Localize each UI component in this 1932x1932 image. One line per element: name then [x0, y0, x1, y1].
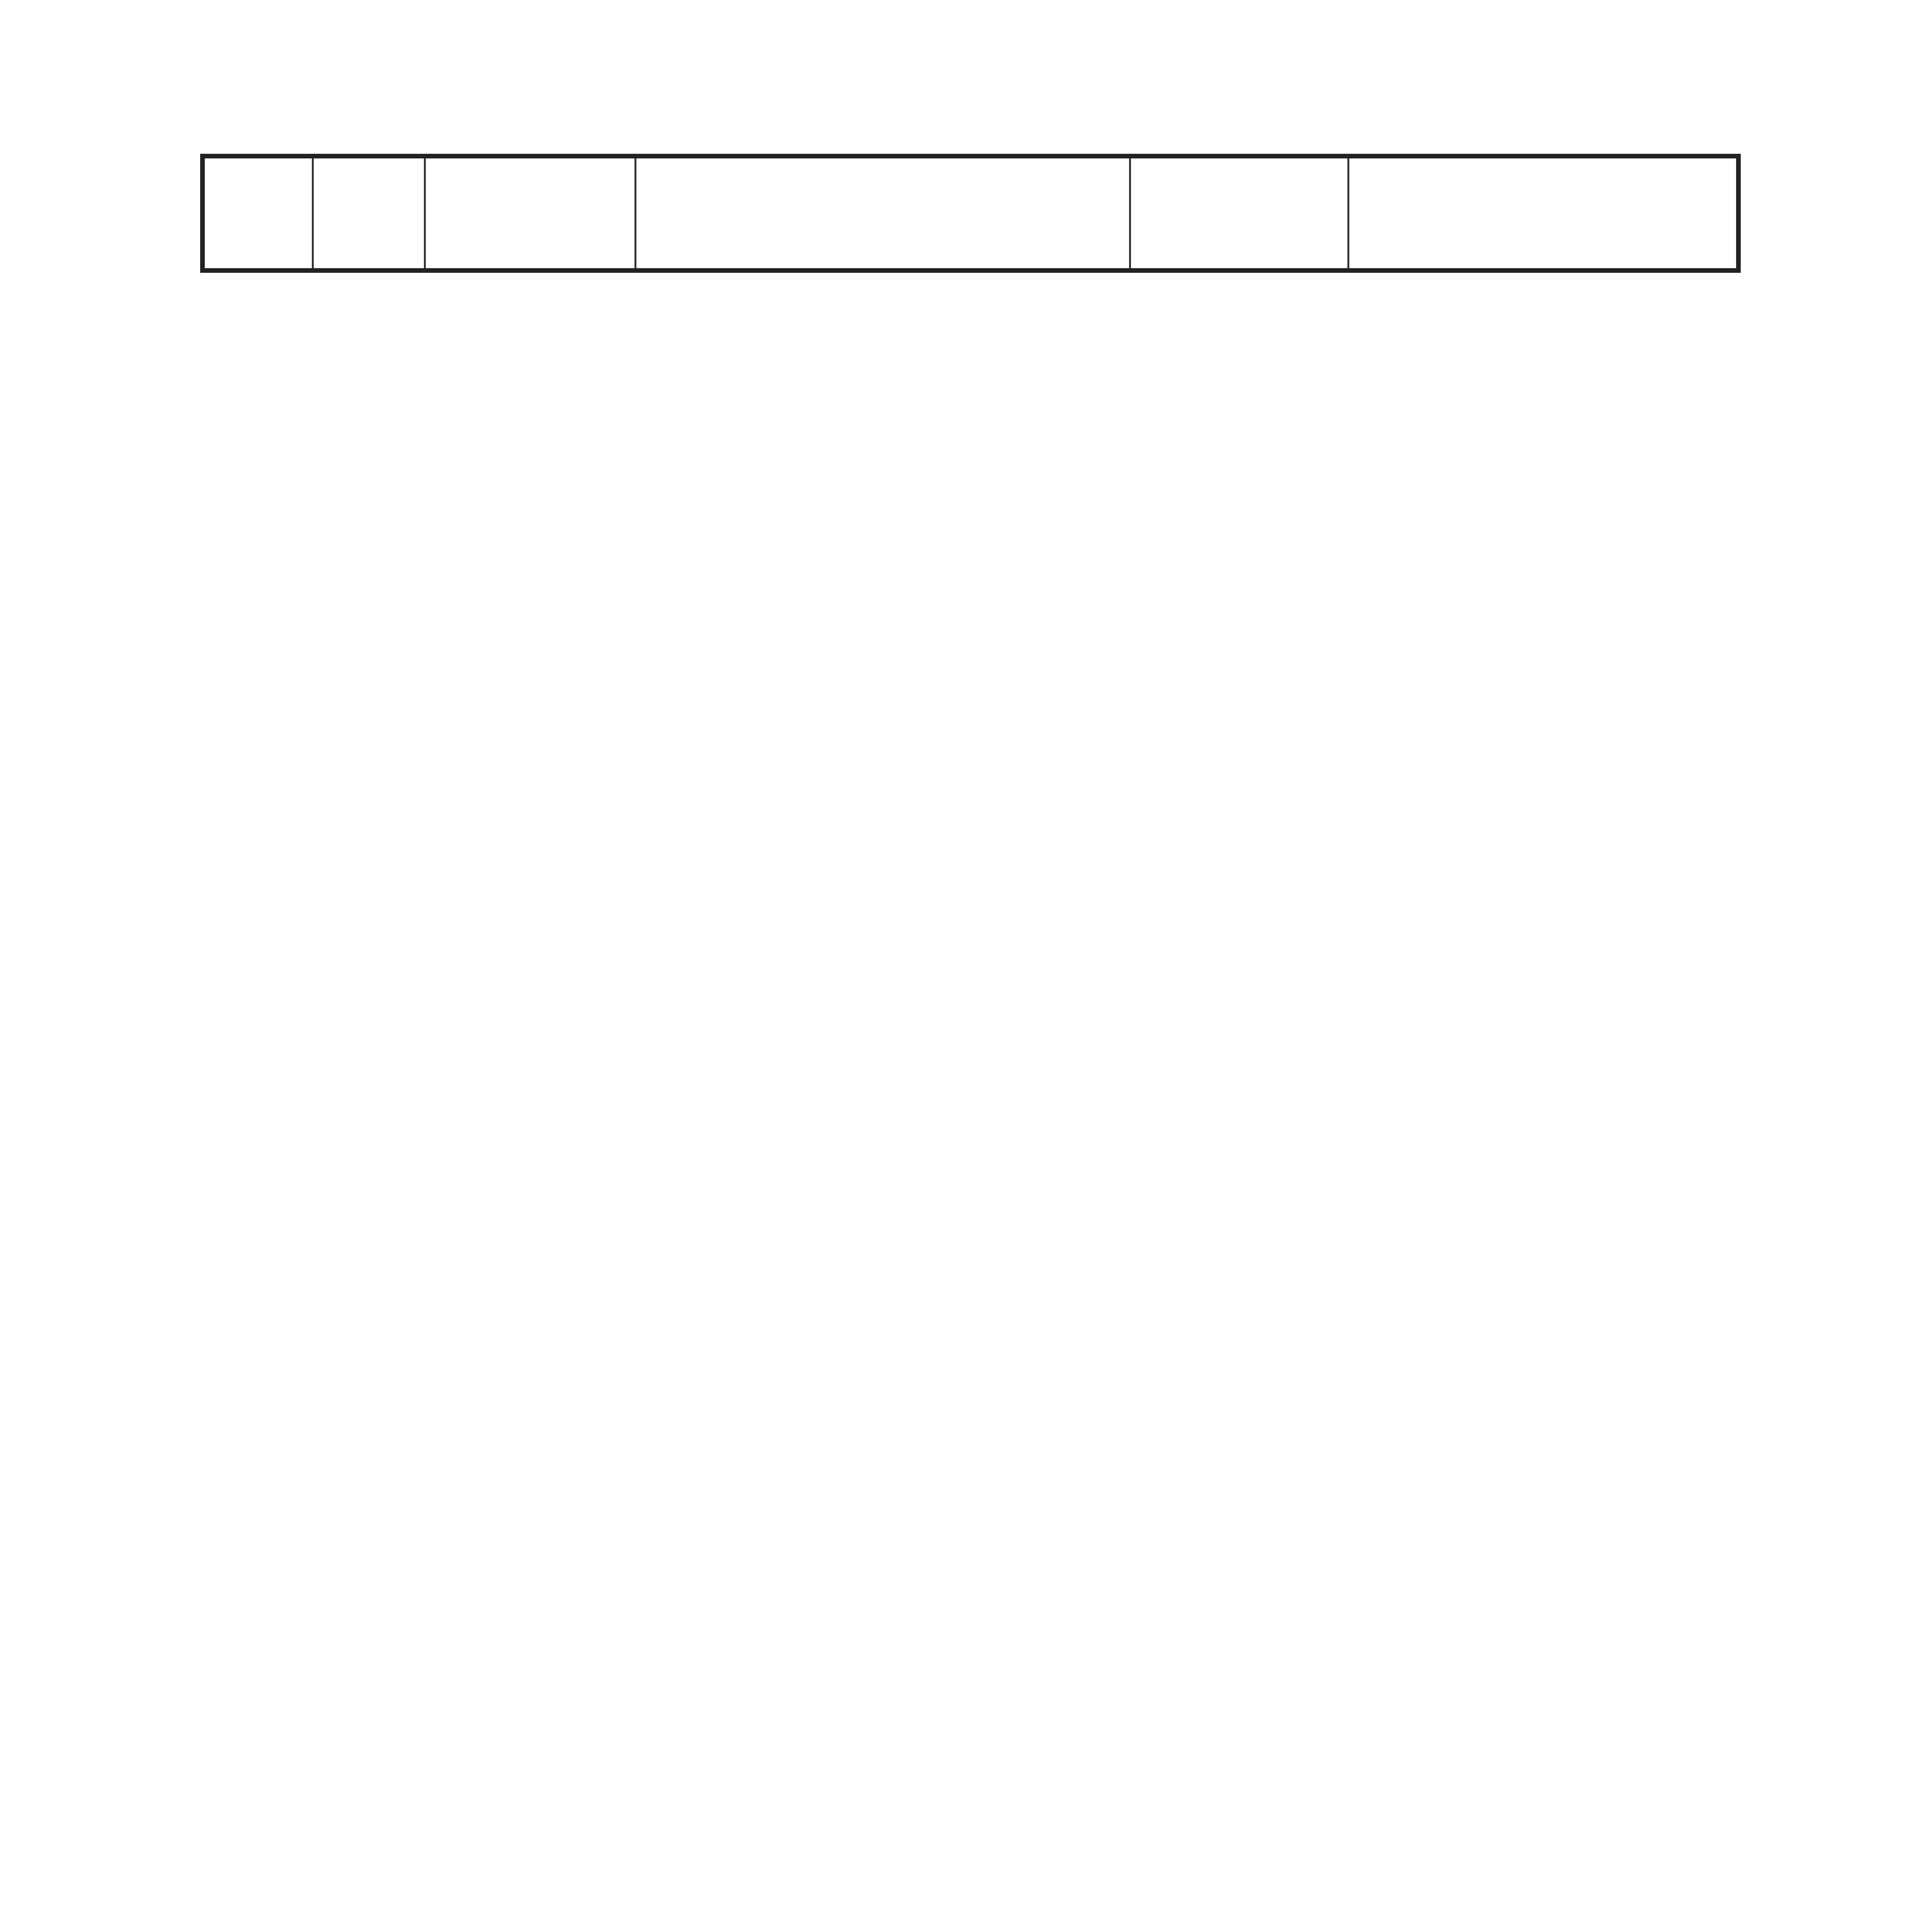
header-instrument [1348, 156, 1738, 270]
header-sample-type [202, 156, 313, 270]
header-limit [1130, 156, 1348, 270]
table-header-row [202, 156, 1738, 270]
header-item [425, 156, 635, 270]
header-method [635, 156, 1130, 270]
table-body [202, 270, 1738, 1932]
header-serial-no [313, 156, 425, 270]
detection-methods-table [200, 154, 1741, 1932]
